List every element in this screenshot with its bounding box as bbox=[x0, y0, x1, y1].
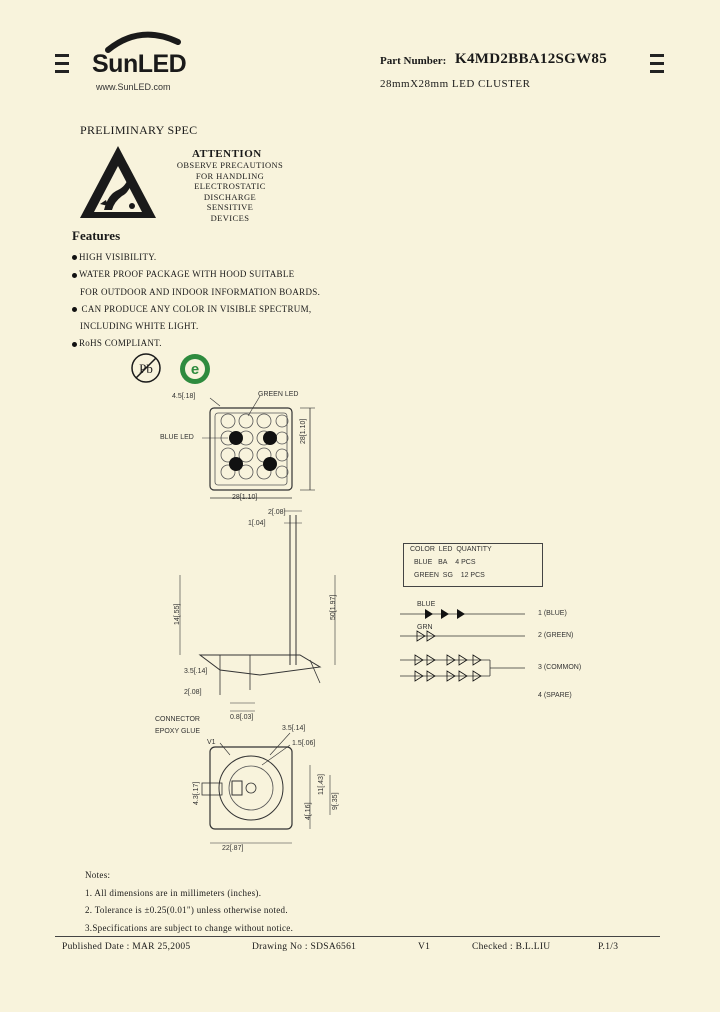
blue-led-dot bbox=[229, 457, 243, 471]
dim-sub: 14[.55] bbox=[174, 603, 181, 625]
blue-led-dot bbox=[263, 457, 277, 471]
top-view-drawing bbox=[160, 388, 330, 508]
pin-1-label: 1 (BLUE) bbox=[538, 610, 567, 617]
notes-section bbox=[85, 867, 293, 937]
dim-bottom: 28[1.10] bbox=[232, 494, 258, 501]
note-item: 2. Tolerance is ±0.25(0.01") unless otherwise noted. bbox=[85, 905, 288, 915]
dim-side2: 11[.43] bbox=[318, 774, 325, 795]
bullet-icon bbox=[72, 342, 77, 347]
product-subtitle: 28mmX28mm LED CLUSTER bbox=[380, 78, 531, 90]
rohs-e-icon bbox=[178, 352, 212, 386]
attention-text bbox=[150, 160, 310, 223]
table-cell: BA bbox=[438, 559, 448, 566]
feature-item bbox=[72, 301, 320, 318]
table-header-qty: QUANTITY bbox=[456, 546, 492, 553]
bullet-icon bbox=[72, 307, 77, 312]
note-item: 1. All dimensions are in millimeters (inches). bbox=[85, 887, 262, 898]
pin-4-label: 4 (SPARE) bbox=[538, 692, 572, 699]
attention-line: ELECTROSTATIC bbox=[194, 181, 266, 191]
checked-by: Checked : B.L.LIU bbox=[472, 942, 551, 952]
pin-3-label: 3 (COMMON) bbox=[538, 664, 582, 671]
attention-line: SENSITIVE bbox=[206, 202, 254, 212]
features-list bbox=[72, 249, 320, 353]
attention-line: DISCHARGE bbox=[203, 191, 257, 202]
part-number-label: Part Number: bbox=[380, 55, 447, 67]
esd-warning-icon bbox=[78, 144, 158, 220]
dim-pin-a: 2[.08] bbox=[268, 509, 286, 516]
table-header-led: LED bbox=[438, 546, 453, 553]
note-item: 3.Specifications are subject to change without notice. bbox=[85, 922, 294, 933]
dim-r1: 3.5[.14] bbox=[282, 725, 306, 732]
connector-label: CONNECTOR bbox=[155, 716, 200, 723]
blue-led-dot bbox=[263, 431, 277, 445]
feature-item bbox=[72, 284, 320, 301]
part-number: K4MD2BBA12SGW85 bbox=[455, 51, 608, 67]
blue-led-label: BLUE LED bbox=[160, 434, 194, 441]
logo-text: SunLED bbox=[92, 50, 187, 78]
attention-title: ATTENTION bbox=[192, 148, 262, 160]
notes-title: Notes: bbox=[85, 870, 111, 880]
feature-item bbox=[72, 249, 320, 266]
bullet-icon bbox=[72, 255, 77, 260]
table-cell: BLUE bbox=[414, 559, 433, 566]
features-title: Features bbox=[72, 228, 121, 243]
dim-pin-b: 1[.04] bbox=[248, 520, 266, 527]
table-cell: GREEN bbox=[414, 572, 439, 579]
feature-text: RoHS COMPLIANT. bbox=[79, 338, 162, 349]
pin-2-label: 2 (GREEN) bbox=[538, 632, 574, 639]
page-number: P.1/3 bbox=[598, 942, 619, 952]
green-led-label: GREEN LED bbox=[258, 391, 299, 398]
dim-center: 4[.16] bbox=[305, 802, 312, 820]
left-edge-marks bbox=[55, 54, 69, 78]
footer-divider bbox=[55, 936, 660, 937]
feature-item bbox=[72, 266, 320, 283]
published-date: Published Date : MAR 25,2005 bbox=[62, 942, 191, 952]
preliminary-spec-label: PRELIMINARY SPEC bbox=[80, 123, 198, 137]
version: V1 bbox=[418, 942, 431, 952]
logo-url: www.SunLED.com bbox=[96, 82, 171, 92]
feature-text: INCLUDING WHITE LIGHT. bbox=[80, 321, 199, 332]
attention-line: OBSERVE PRECAUTIONS bbox=[176, 160, 284, 170]
feature-text: WATER PROOF PACKAGE WITH HOOD SUITABLE bbox=[79, 269, 295, 280]
dim-base: 22[.87] bbox=[222, 845, 244, 852]
e-label: e bbox=[190, 361, 200, 378]
table-cell: 4 PCS bbox=[455, 559, 476, 566]
feature-text: HIGH VISIBILITY. bbox=[79, 252, 157, 262]
circuit-blue-label: BLUE bbox=[417, 601, 436, 608]
circuit-green-label: GRN bbox=[417, 624, 433, 631]
epoxy-label: EPOXY GLUE bbox=[155, 728, 201, 735]
dim-conn: 0.8[.03] bbox=[230, 714, 254, 721]
feature-item bbox=[72, 335, 320, 352]
pb-label: Pb bbox=[139, 361, 153, 376]
drawing-number: Drawing No : SDSA6561 bbox=[252, 942, 357, 952]
side-view-drawing bbox=[160, 505, 350, 715]
dim-lead: 50[1.97] bbox=[330, 594, 337, 620]
table-cell: 12 PCS bbox=[460, 572, 485, 579]
dim-hole: 3.5[.14] bbox=[184, 668, 208, 675]
right-edge-marks bbox=[650, 54, 664, 78]
attention-line: FOR HANDLING bbox=[195, 170, 265, 181]
bullet-icon bbox=[72, 273, 77, 278]
pb-free-icon bbox=[130, 352, 162, 384]
circuit-diagram bbox=[395, 598, 535, 708]
blue-led-dot bbox=[229, 431, 243, 445]
dim-bolt: 4.3[.17] bbox=[193, 781, 200, 805]
color-table bbox=[403, 543, 543, 587]
attention-line: DEVICES bbox=[210, 212, 250, 223]
table-header-color: COLOR bbox=[410, 546, 435, 553]
table-cell: SG bbox=[442, 572, 453, 579]
dim-side: 28[1.10] bbox=[300, 418, 307, 444]
dim-side3: 9[.35] bbox=[332, 792, 339, 810]
dim-top: 4.5[.18] bbox=[172, 393, 196, 400]
dim-pin-c: 2[.08] bbox=[184, 689, 202, 696]
feature-text: FOR OUTDOOR AND INDOOR INFORMATION BOARDS. bbox=[80, 286, 321, 297]
label-v1: V1 bbox=[207, 739, 216, 746]
feature-text: CAN PRODUCE ANY COLOR IN VISIBLE SPECTRUM, bbox=[79, 303, 312, 314]
sunled-logo bbox=[90, 28, 200, 98]
feature-item bbox=[72, 318, 320, 335]
dim-r2: 1.5[.06] bbox=[292, 740, 316, 747]
